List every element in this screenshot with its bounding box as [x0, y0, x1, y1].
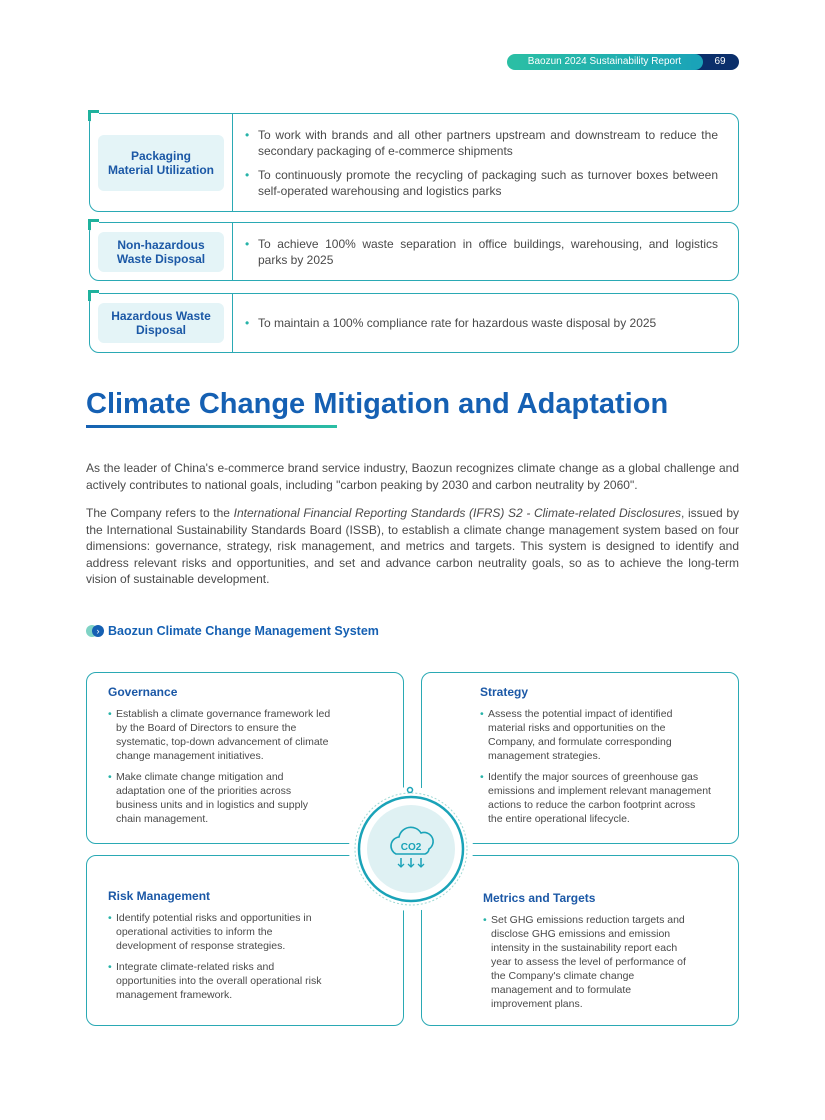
page-number-badge — [693, 54, 739, 70]
target-box-hazardous — [89, 293, 739, 353]
heading-bullet-icon: › — [86, 625, 106, 637]
metrics-targets-title: Metrics and Targets — [483, 891, 596, 905]
list-item: • Make climate change mitigation and adaptation one of the priorities across business units and in logistics and supply chain management. — [108, 770, 334, 826]
list-item: • Assess the potential impact of identified material risks and opportunities on the Company, and formulate corresponding management strategies. — [480, 707, 712, 763]
co2-badge — [348, 786, 474, 912]
strategy-title: Strategy — [480, 685, 529, 699]
co2-cloud-icon — [348, 786, 474, 912]
list-item: • Establish a climate governance framework led by the Board of Directors to ensure the systematic, top-down advancement of climate change management initiatives. — [108, 707, 334, 763]
list-item: • Integrate climate-related risks and opportunities into the overall operational risk management framework. — [108, 960, 330, 1002]
target-items — [245, 127, 718, 199]
target-box-non-hazardous — [89, 222, 739, 281]
metrics-targets-list — [483, 913, 691, 1011]
risk-management-title: Risk Management — [108, 889, 211, 903]
risk-management-list — [108, 911, 330, 1002]
title-underline — [86, 425, 337, 428]
target-item: • To work with brands and all other partners upstream and downstream to reduce the secondary packaging of e-commerce shipments — [245, 127, 718, 159]
list-item: • Identify the major sources of greenhouse gas emissions and implement relevant management actions to reduce the carbon footprint across the entire operational lifecycle. — [480, 770, 712, 826]
governance-list — [108, 707, 334, 826]
section-title: Climate Change Mitigation and Adaptation — [86, 388, 669, 420]
page-number: 69 — [714, 56, 726, 67]
list-item: • Identify potential risks and opportunities in operational activities to inform the development of response strategies. — [108, 911, 330, 953]
system-heading-text: Baozun Climate Change Management System — [108, 624, 379, 638]
target-item: • To achieve 100% waste separation in office buildings, warehousing, and logistics parks by 2025 — [245, 236, 718, 268]
target-box-packaging — [89, 113, 739, 212]
target-label: Hazardous Waste Disposal — [98, 303, 224, 343]
target-item: • To continuously promote the recycling of packaging such as turnover boxes between self-operated warehousing and logistics parks — [245, 167, 718, 199]
target-item: • To maintain a 100% compliance rate for hazardous waste disposal by 2025 — [245, 315, 718, 331]
co2-label: CO2 — [400, 842, 422, 853]
intro-paragraph: As the leader of China's e-commerce brand service industry, Baozun recognizes climate change as a global challenge and actively contributes to national goals, including "carbon peaking by 2030 and carbon neutrality by 2060". — [86, 461, 739, 492]
report-title: Baozun 2024 Sustainability Report — [507, 54, 702, 70]
target-items — [245, 236, 718, 268]
target-label: Non-hazardous Waste Disposal — [98, 232, 224, 272]
report-header — [507, 54, 739, 70]
strategy-list — [480, 707, 712, 826]
list-item: • Set GHG emissions reduction targets and disclose GHG emissions and emission intensity in the sustainability report each year to assess the level of performance of the Company's climate change management and to formulate improvement plans. — [483, 913, 691, 1011]
framework-paragraph: The Company refers to the International Financial Reporting Standards (IFRS) S2 - Climate-related Disclosures, issued by the International Sustainability Standards Board (ISSB), to establish a climate change management system based on four dimensions: governance, strategy, risk management, and metrics and targets. This system is designed to identify and address relevant risks and opportunities, and set and advance carbon neutrality goals, so as to achieve the long-term vision of sustainable development. — [86, 506, 739, 586]
governance-title: Governance — [108, 685, 178, 699]
ifrs-reference: International Financial Reporting Standards (IFRS) S2 - Climate-related Disclosures — [233, 506, 681, 520]
target-items — [245, 315, 718, 331]
target-label: Packaging Material Utilization — [98, 135, 224, 191]
